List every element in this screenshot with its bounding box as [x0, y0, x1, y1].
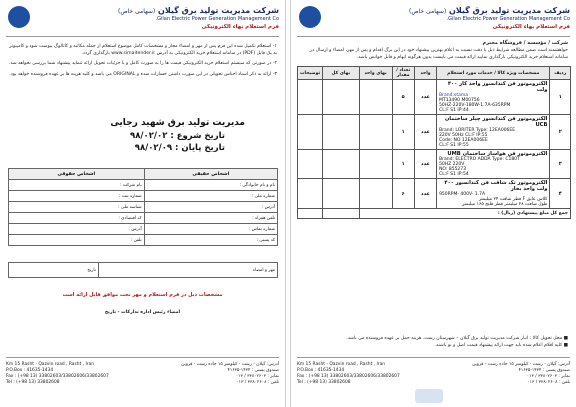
item-qty: ۱ — [392, 115, 414, 150]
item-unit: عدد — [414, 80, 436, 115]
item-spec: طول شافت ۲۸ میلیمتر قطر فلنج ۱۶۵ میلیمتر — [462, 202, 548, 207]
item-unit: عدد — [414, 115, 436, 150]
row-number: ۱ — [550, 80, 571, 115]
field-label[interactable]: شماره ثبت : — [9, 191, 145, 202]
company-english-name: Gilan Electric Power Generation Management Co. — [446, 16, 570, 22]
item-spec: Brand: ELECTRO ADDA Type: C180T — [439, 157, 520, 162]
field-label[interactable]: کد پستی : — [144, 235, 277, 246]
table-row — [298, 179, 571, 209]
item-title: الکتروموتور فن کندانسور چیلر ساختمان UCB — [444, 116, 548, 128]
field-label[interactable]: نام شرکت : — [9, 180, 145, 191]
field-label[interactable]: کد اقتصادی : — [9, 213, 145, 224]
footer-logo — [415, 389, 443, 403]
item-spec: CL:F S1 IP:55 — [439, 143, 469, 148]
stamp-table — [8, 262, 278, 278]
company-name: شرکت مدیریت تولید برق گیلان (سهامی خاص) — [117, 6, 279, 15]
unit-price-cell[interactable] — [359, 115, 392, 150]
item-description — [437, 80, 550, 115]
item-title: الکتروموتور فن هواساز ساختمان UMB — [447, 151, 548, 157]
item-spec: کلاس عایق F قطر شافت ۲۴ میلیمتر — [478, 197, 548, 202]
left-footer — [6, 357, 279, 386]
footer-address-en: Km 15 Rasht - Qazvin road , Rasht , Iran — [297, 362, 386, 367]
handwritten-title: مدیریت تولید برق شهید رجایی — [110, 118, 245, 128]
left-notes — [8, 44, 277, 79]
intro: خواهشمند است ضمن مطالعه شرایط ذیل با دقت نسبت به اعلام بهترین پیشنهاد خود در این برگ اقدام و پس از مهر، امضاء و ارسال در سامانه استعلام خرید الکترونیکی بارگذاری نمایید ارائه قیمت می بایست بدون هرگونه ابهام و قابل خوانش باشد. — [309, 48, 568, 60]
grand-total-cell[interactable] — [323, 209, 359, 219]
field-label[interactable]: شماره تماس : — [144, 224, 277, 235]
unit-price-cell[interactable] — [359, 179, 392, 209]
greeting: شرکت / مؤسسه / فروشگاه محترم — [482, 40, 568, 46]
item-spec: MT13490 M00756 — [439, 98, 480, 103]
col-natural-persons: اشخاص حقیقی — [144, 169, 277, 180]
footer-tel-fa: تلفن : ۳۳۸۰۲۶۰۸ / ۰۱۳ — [236, 380, 279, 386]
item-spec: Code: NO 12EA006EE — [439, 138, 488, 143]
footer-pobox-fa: صندوق پستی : ۱۴۳۴-۴۱۶۳۵ — [227, 368, 279, 374]
handwritten-end-date: تاریخ پایان : ۹۸/۰۲/۰۹ — [134, 143, 225, 153]
footer-fa — [472, 362, 570, 387]
footer-fa — [181, 362, 279, 387]
signature-line: امضاء رئیس اداره تدارکات - تاریخ — [104, 310, 181, 315]
col-row: ردیف — [550, 67, 571, 80]
item-spec: 220V 50Hz CL:F IP:55 — [439, 133, 488, 138]
footnote: مشخصات ذیل در فرم استعلام و مهر تحت موافق قابل ارائه است — [62, 292, 223, 298]
right-header — [331, 6, 570, 30]
company-english-name: Gilan Electric Power Generation Management Co. — [155, 16, 279, 22]
stamp-cell[interactable]: مهر و امضاء — [98, 263, 277, 278]
footer-pobox-en: P.O.Box : 41635-1434 — [6, 368, 54, 374]
field-label[interactable]: نام و نام خانوادگی : — [144, 180, 277, 191]
table-row — [298, 80, 571, 115]
total-price-cell[interactable] — [323, 179, 359, 209]
item-qty: ۵ — [392, 80, 414, 115]
total-price-cell[interactable] — [323, 80, 359, 115]
left-header — [40, 6, 279, 30]
row-number: ۳ — [550, 150, 571, 179]
company-logo — [299, 6, 321, 28]
header-divider — [6, 36, 279, 37]
item-spec: CL:F S1 IP:44 — [439, 108, 469, 113]
grand-total-notes — [298, 209, 323, 219]
unit-price-cell[interactable] — [359, 80, 392, 115]
item-title: الکتروموتور تک شافت فن کندانسور ۴۰۰ ولت واحد بخار — [444, 180, 548, 192]
field-label[interactable]: تلفن : — [9, 235, 145, 246]
item-spec: NO: 855273 — [439, 167, 467, 172]
company-name: شرکت مدیریت تولید برق گیلان (سهامی خاص) — [408, 6, 570, 15]
total-label: جمع کل مبلغ پیشنهادی (ریال) : — [359, 209, 570, 219]
col-desc: مشخصات ویژه کالا / خدمات مورد استعلام — [437, 67, 550, 80]
item-spec: 50HZ-220V-180W-1.7A-635RPM — [439, 103, 511, 108]
item-title: الکتروموتور فن کندانسور واحد کار ۴۰۰ ولت — [447, 81, 548, 93]
notes-cell[interactable] — [298, 115, 323, 150]
notes-cell[interactable] — [298, 179, 323, 209]
right-footer — [297, 357, 570, 386]
handwritten-start-date: تاریخ شروع : ۹۸/۰۲/۰۲ — [130, 131, 225, 141]
footer-pobox-en: P.O.Box : 41635-1434 — [297, 368, 345, 374]
col-qty: تعداد / مقدار — [392, 67, 414, 80]
footer-address-en: Km 15 Rasht - Qazvin road , Rasht , Iran — [6, 362, 95, 367]
footer-en — [297, 362, 400, 387]
item-description — [437, 150, 550, 179]
field-label[interactable]: تلفن همراه : — [144, 213, 277, 224]
item-spec: 950RPM- 400V- 1.7A — [439, 192, 486, 197]
total-row — [298, 209, 571, 219]
col-total-price: بهای کل — [323, 67, 359, 80]
footer-fax-fa: نمابر : ۳۳۸۰۲۶۰۳ / ۰۱۳ — [235, 374, 279, 380]
footer-pobox-fa: صندوق پستی : ۱۴۳۴-۴۱۶۳۵ — [518, 368, 570, 374]
items-table — [297, 66, 571, 219]
right-page — [290, 0, 576, 407]
item-unit: عدد — [414, 179, 436, 209]
col-unit-price: بهای واحد — [359, 67, 392, 80]
col-unit: واحد — [414, 67, 436, 80]
company-logo — [8, 6, 30, 28]
note-1: ۱- استعلام تکمیل شده این فرم پس از مهر و امضاء مجاز و مشخصات کامل موضوع استعلام از جمله مکاتبه و کاتالوگ پیوست شود و کامپیوتر به یک فایل (PDF) در سامانه استعلام خرید الکترونیکی به آدرس www.simaitender.ir بارگذاری گردد. — [9, 44, 277, 56]
total-price-cell[interactable] — [323, 150, 359, 179]
vendor-info-table — [8, 168, 278, 246]
footer-tel-fa: تلفن : ۳۳۸۰۲۶۰۸ / ۰۱۳ — [527, 380, 570, 386]
item-spec: CL:F S1 IP:54 — [439, 172, 469, 177]
notes-cell[interactable] — [298, 80, 323, 115]
note-2: ۲- در صورتی که سیستم استعلام خرید الکترونیکی قیمت ها را به صورت کامل و با جزئیات تحویل ارائه ننماید پیشنهاد شما بررسی نخواهد شد. — [8, 61, 277, 67]
conditions — [299, 336, 568, 349]
field-label[interactable]: شماره ملی : — [144, 191, 277, 202]
condition-1: ■ محل تحویل کالا : انبار شرکت مدیریت تولید برق گیلان – شهرستان رشت. هزینه حمل بر عهده فروشنده می باشد. — [346, 336, 568, 341]
table-row — [298, 115, 571, 150]
field-label[interactable]: شناسه ملی : — [9, 202, 145, 213]
footer-en — [6, 362, 109, 387]
total-price-cell[interactable] — [323, 115, 359, 150]
notes-cell[interactable] — [298, 150, 323, 179]
condition-2: ■ کلیه اقلام اعلام شده باید جهت ارائه پیشنهاد قیمت اصل و نو باشند. — [434, 342, 568, 348]
row-number: ۴ — [550, 179, 571, 209]
col-notes: توضیحات — [298, 67, 323, 80]
field-label[interactable]: آدرس : — [144, 202, 277, 213]
item-spec: Brand:stama — [439, 93, 468, 98]
col-legal-persons: اشخاص حقوقی — [9, 169, 145, 180]
left-page — [0, 0, 286, 407]
form-title: فرم استعلام بهاء الکترونیکی — [201, 24, 279, 30]
date-cell[interactable]: تاریخ — [9, 263, 99, 278]
footer-fax-fa: نمابر : ۳۳۸۰۲۶۰۳ / ۰۱۳ — [526, 374, 570, 380]
item-qty: ۶ — [392, 179, 414, 209]
footer-address-fa: آدرس: گیلان - رشت - کیلومتر ۱۵ جاده رشت - قزوین — [472, 362, 570, 367]
unit-price-cell[interactable] — [359, 150, 392, 179]
row-number: ۲ — [550, 115, 571, 150]
footer-tel-en: Tel : (+98 13) 33802608 — [6, 380, 60, 386]
item-qty: ۱ — [392, 150, 414, 179]
field-label[interactable]: آدرس : — [9, 224, 145, 235]
item-unit: عدد — [414, 150, 436, 179]
item-description — [437, 179, 550, 209]
footer-fax-en: Fax : (+98 13) 33802603/33802606/33802607 — [297, 374, 400, 380]
footer-address-fa: آدرس: گیلان - رشت - کیلومتر ۱۵ جاده رشت - قزوین — [181, 362, 279, 367]
footer-tel-en: Tel : (+98 13) 33802608 — [297, 380, 351, 386]
footer-fax-en: Fax : (+98 13) 33802603/33802606/33802607 — [6, 374, 109, 380]
note-3: ۳- ارائه به ذکر اسناد اجناس تحویلی در این صورت داشتن خسارات شده و ORIGINAL می باشد و کلیه هزینه ها بر عهده فروشنده خواهد بود. — [9, 71, 277, 77]
item-spec: 50HZ 220V — [439, 162, 465, 167]
header-divider — [297, 36, 570, 37]
form-title: فرم استعلام بهاء الکترونیکی — [492, 24, 570, 30]
item-description — [437, 115, 550, 150]
item-spec: Brand: LORITER Type: 12EA006EE — [439, 128, 516, 133]
table-row — [298, 150, 571, 179]
